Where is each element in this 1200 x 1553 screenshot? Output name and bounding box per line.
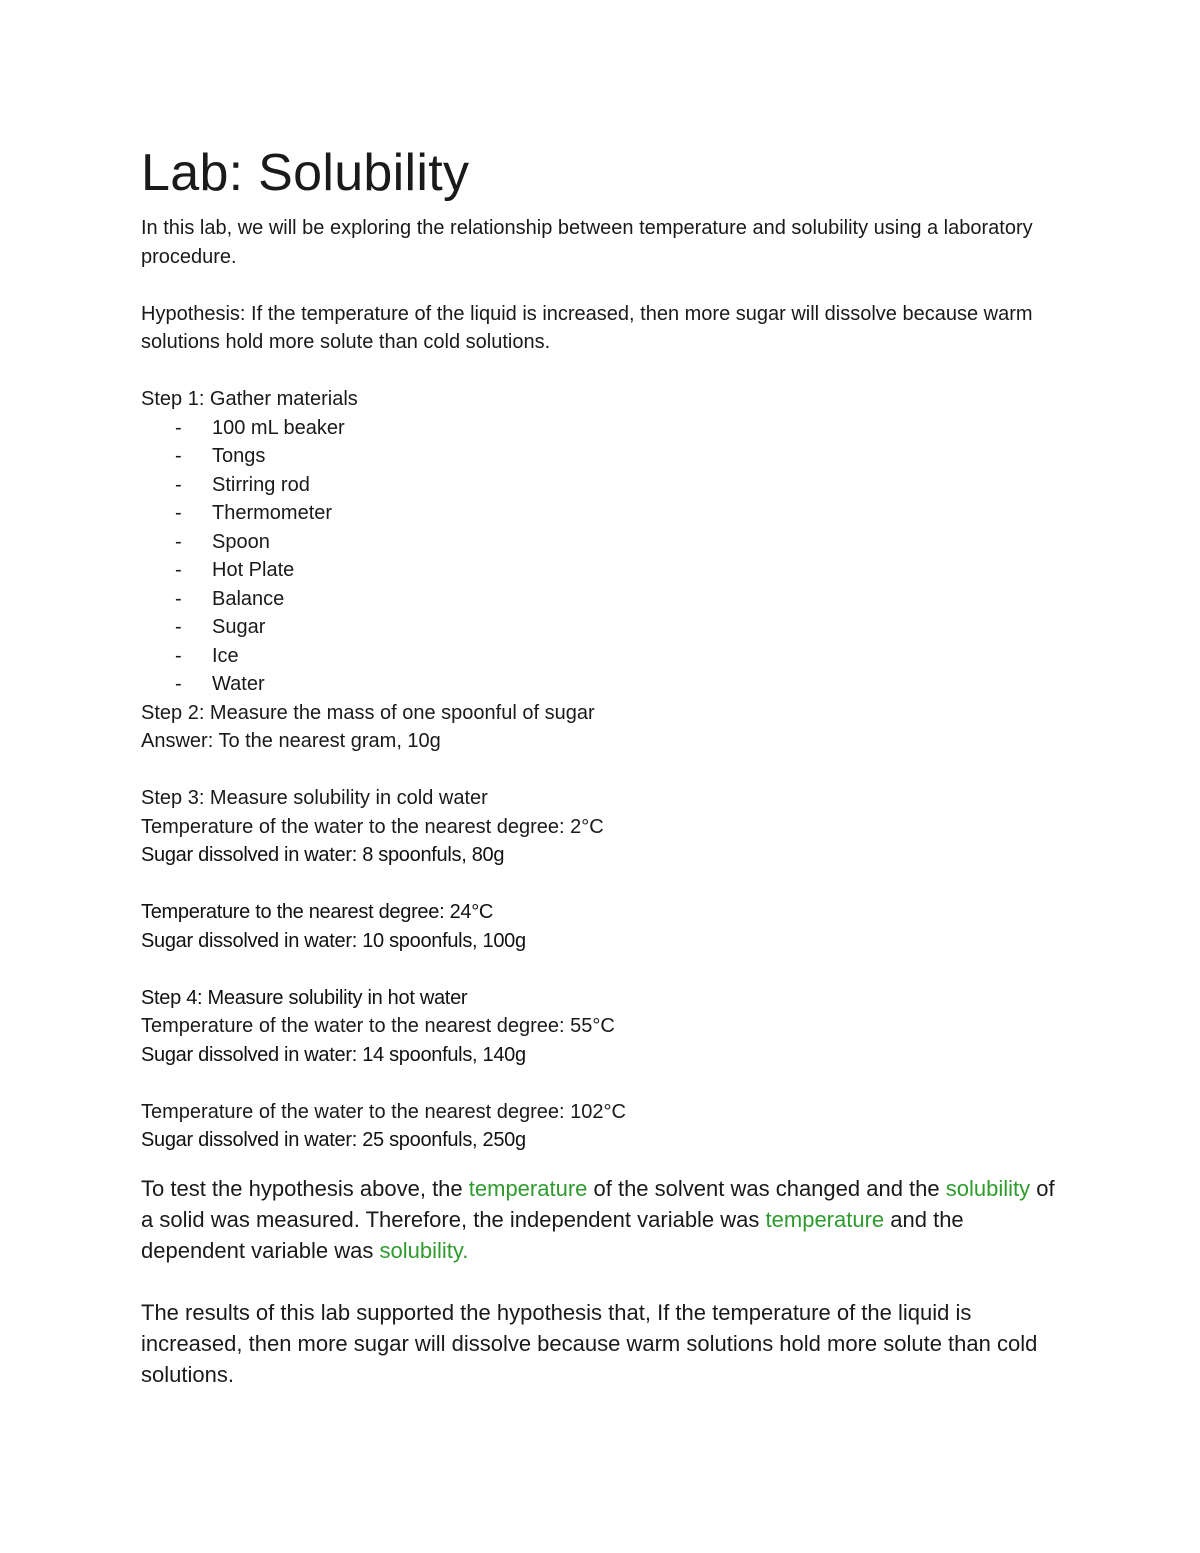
- bullet-dash: -: [175, 416, 182, 439]
- step3-trial1-sugar: Sugar dissolved in water: 8 spoonfuls, 80g: [141, 844, 505, 866]
- spacer: [141, 1069, 1061, 1098]
- step3-trial2-sugar: Sugar dissolved in water: 10 spoonfuls, 100g: [141, 929, 526, 952]
- list-item: [141, 670, 1061, 699]
- list-item: [141, 471, 1061, 500]
- material-label: Sugar: [212, 616, 266, 638]
- page-title: Lab: Solubility: [141, 144, 470, 202]
- bullet-dash: -: [175, 530, 182, 553]
- variables-text: of a solid was measured. Therefore, the independent variable was: [141, 1175, 1055, 1232]
- highlight-term: solubility: [945, 1175, 1031, 1201]
- spacer: [141, 271, 1061, 300]
- variables-paragraph: [141, 1173, 1061, 1266]
- materials-list: [141, 414, 1061, 699]
- material-label: Ice: [212, 644, 239, 667]
- material-label: Water: [212, 673, 265, 695]
- step3-heading: Step 3: Measure solubility in cold water: [141, 787, 488, 809]
- list-item: [141, 585, 1061, 614]
- material-label: Thermometer: [212, 502, 333, 524]
- step3-trial2-temperature: Temperature to the nearest degree: 24°C: [141, 901, 494, 923]
- spacer: [141, 756, 1061, 785]
- conclusion-paragraph: The results of this lab supported the hypothesis that, If the temperature of the liquid is increased, then more sugar will dissolve because warm solutions hold more solute than cold solutions.: [141, 1299, 1038, 1387]
- bullet-dash: -: [175, 673, 182, 695]
- spacer: [141, 870, 1061, 899]
- bullet-dash: -: [175, 445, 182, 467]
- list-item: [141, 442, 1061, 471]
- document-page: [141, 138, 1061, 1390]
- material-label: Tongs: [212, 445, 266, 467]
- material-label: Balance: [212, 587, 285, 610]
- spacer: [141, 1155, 1061, 1173]
- list-item: [141, 556, 1061, 585]
- bullet-dash: -: [175, 644, 182, 667]
- bullet-dash: -: [175, 559, 182, 581]
- list-item: [141, 613, 1061, 642]
- variables-text: and the dependent variable was: [141, 1206, 964, 1263]
- step4-heading: Step 4: Measure solubility in hot water: [141, 986, 468, 1009]
- material-label: Stirring rod: [212, 473, 310, 496]
- step4-trial2-sugar: Sugar dissolved in water: 25 spoonfuls, 250g: [141, 1129, 526, 1151]
- list-item: [141, 499, 1061, 528]
- step1-heading: Step 1: Gather materials: [141, 388, 358, 410]
- bullet-dash: -: [175, 616, 182, 638]
- step4-trial1-temperature: Temperature of the water to the nearest degree: 55°C: [141, 1015, 615, 1037]
- bullet-dash: -: [175, 473, 182, 496]
- variables-text: of the solvent was changed and the: [587, 1175, 946, 1201]
- step4-trial2-temperature: Temperature of the water to the nearest degree: 102°C: [141, 1100, 626, 1123]
- list-item: [141, 414, 1061, 443]
- material-label: Hot Plate: [212, 559, 295, 581]
- bullet-dash: -: [175, 502, 182, 524]
- highlight-term: solubility.: [379, 1237, 469, 1263]
- step3-trial1-temperature: Temperature of the water to the nearest degree: 2°C: [141, 815, 604, 838]
- spacer: [141, 955, 1061, 984]
- step4-trial1-sugar: Sugar dissolved in water: 14 spoonfuls, 140g: [141, 1043, 526, 1066]
- material-label: Spoon: [212, 530, 270, 553]
- spacer: [141, 1266, 1061, 1297]
- list-item: [141, 528, 1061, 557]
- bullet-dash: -: [175, 587, 182, 610]
- intro-paragraph: In this lab, we will be exploring the relationship between temperature and solubility using a laboratory procedure.: [141, 217, 1033, 268]
- hypothesis-paragraph: Hypothesis: If the temperature of the liquid is increased, then more sugar will dissolve because warm solutions hold more solute than cold solutions.: [141, 302, 1033, 353]
- highlight-term: temperature: [765, 1206, 885, 1232]
- list-item: [141, 642, 1061, 671]
- material-label: 100 mL beaker: [212, 416, 345, 439]
- variables-text: To test the hypothesis above, the: [141, 1175, 469, 1201]
- step2-heading: Step 2: Measure the mass of one spoonful of sugar: [141, 701, 595, 724]
- highlight-term: temperature: [468, 1175, 588, 1201]
- step2-answer: Answer: To the nearest gram, 10g: [141, 730, 441, 752]
- spacer: [141, 357, 1061, 386]
